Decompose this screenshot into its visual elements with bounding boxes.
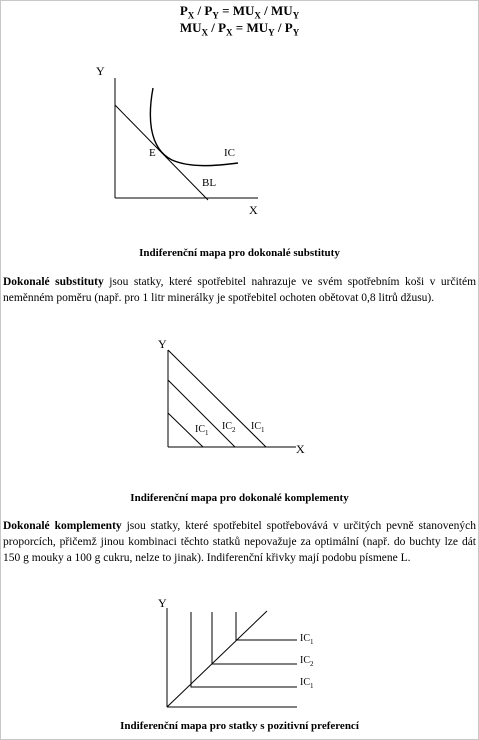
caption-complements: Indiferenční mapa pro dokonalé komplementy (130, 492, 349, 504)
graph3-y-label: Y (158, 596, 167, 610)
term-substitutes: Dokonalé substituty (3, 276, 104, 288)
equation-price-ratio: $P_X / P_Y = MU_X / MU_Y$ (179, 3, 300, 21)
graph1-y-label: Y (96, 64, 105, 78)
paragraph-substitutes: Dokonalé substituty jsou statky, které spotřebitel nahrazuje ve svém spotřebním koši v určitém neměnném poměru (např. pro 1 litr minerálky je spotřebitel ochoten obětovat 0,8 litrů džusu). (3, 276, 477, 304)
equation-marginal-utility: $MU_X / P_X = MU_Y / P_Y$ (179, 20, 300, 38)
graph1 (115, 78, 258, 200)
caption-substitutes: Indiferenční mapa pro dokonalé substituty (139, 247, 340, 259)
caption-positive-preference: Indiferenční mapa pro statky s pozitivní preferencí (120, 720, 359, 732)
graph2-ic-label-1: $IC_1$ (195, 424, 209, 437)
graph3-ic-2 (212, 612, 297, 664)
graph3-ic-3 (236, 612, 297, 640)
graph3-ic-label-3: $IC_1$ (300, 677, 314, 690)
graph2-ic-label-3: $IC_1$ (251, 421, 265, 434)
graph2-ic-label-2: $IC_2$ (222, 421, 236, 434)
graph3-ic-label-2: $IC_2$ (300, 655, 314, 668)
graph2-x-label: X (296, 442, 305, 456)
graph1-x-label: X (249, 203, 258, 217)
paragraph-complements: Dokonalé komplementy jsou statky, které spotřebitel spotřebovává v určitých pevně stanovených proporcích, přičemž jinou kombinaci těchto statků nepovažuje za optimální (např. do buchty lze dát 150 g mouky a 100 g cukru, nelze to jinak). Indiferenční křivky mají podobu písmene L. (3, 520, 476, 564)
term-complements: Dokonalé komplementy (3, 520, 122, 532)
graph1-ic-label: IC (224, 147, 235, 159)
graph3-ic-label-1: $IC_1$ (300, 633, 314, 646)
graph3-ic-1 (191, 612, 297, 687)
graph2-y-label: Y (158, 337, 167, 351)
graph1-bl-label: BL (202, 177, 217, 189)
graph3 (167, 608, 297, 707)
graph1-equilibrium-label: E (149, 147, 156, 159)
graph3-diagonal (167, 611, 267, 707)
